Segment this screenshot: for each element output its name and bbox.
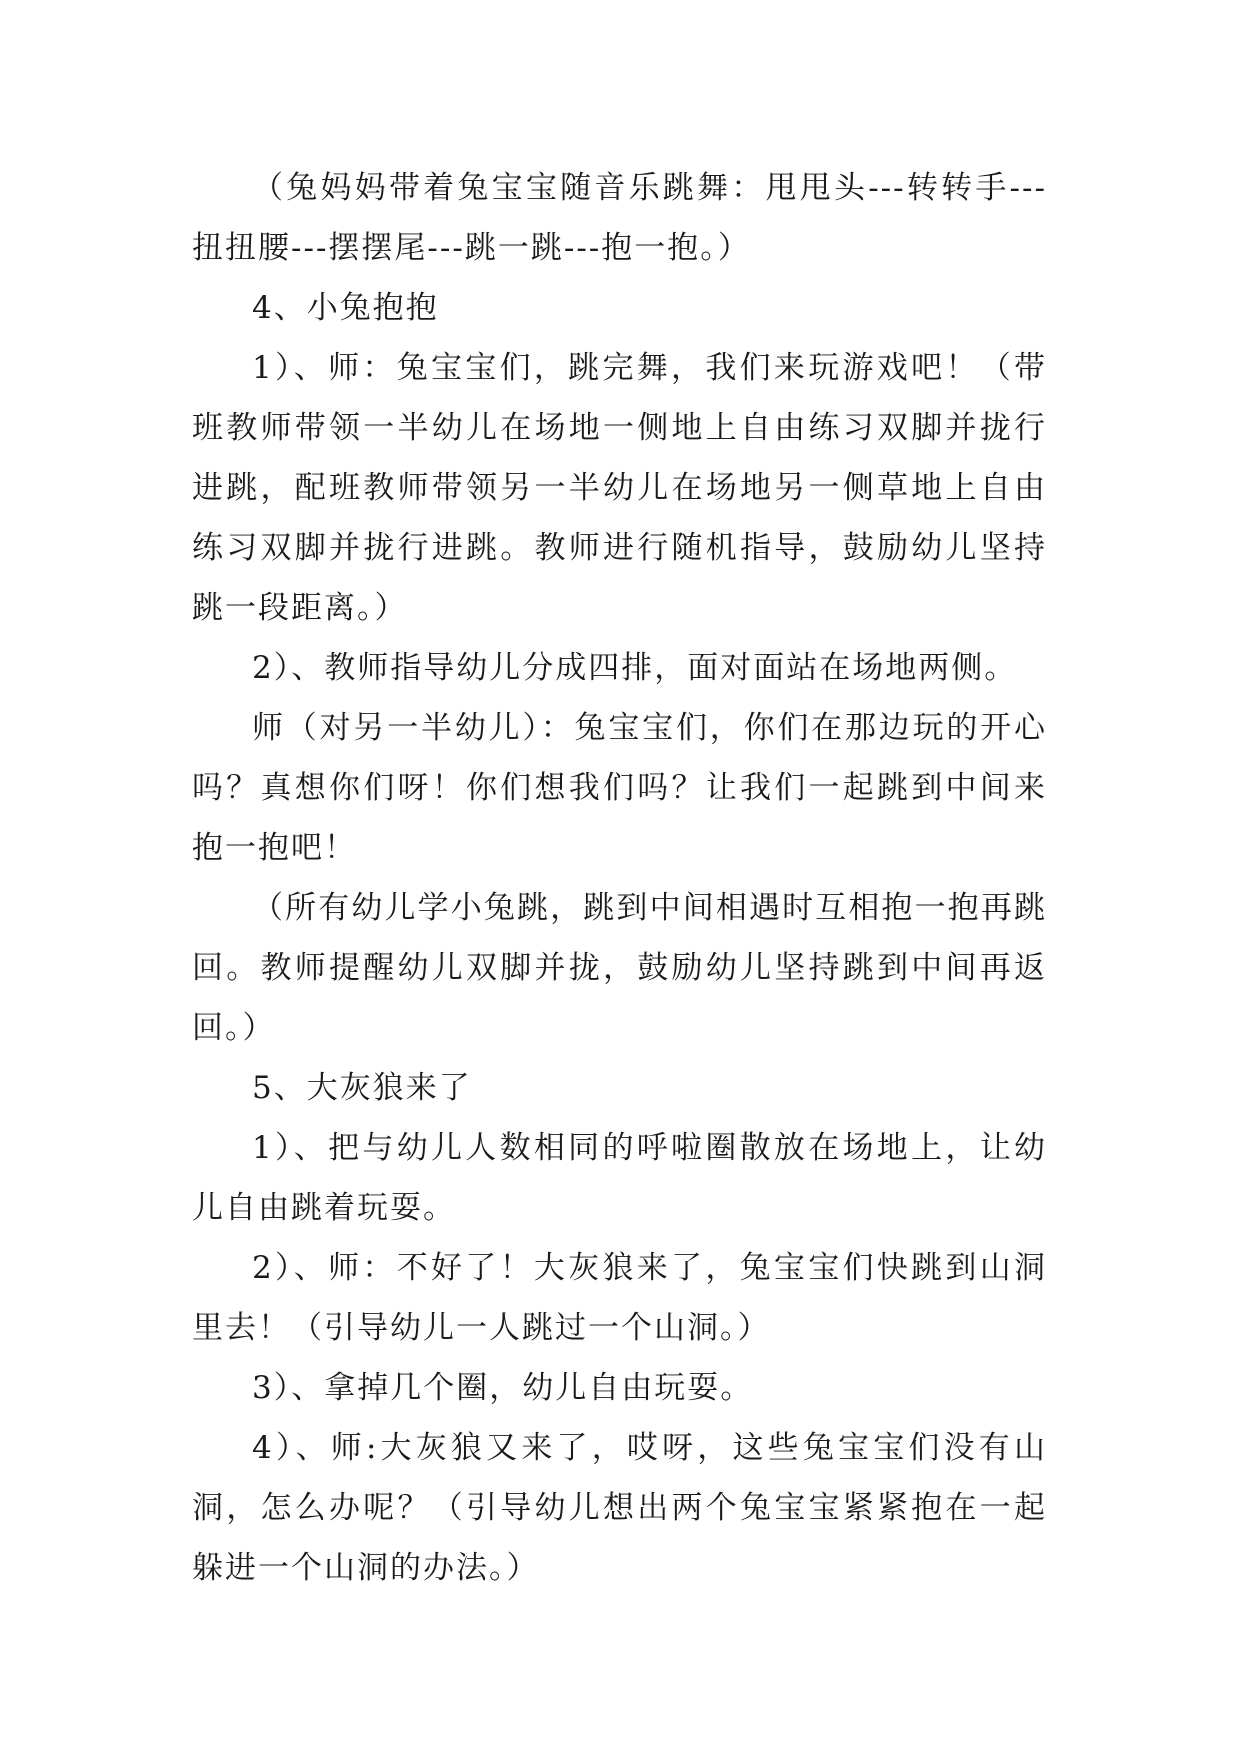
section-heading-bunny-hug: 4、小兔抱抱: [252, 290, 439, 326]
section-heading-big-wolf: 5、大灰狼来了: [252, 1070, 472, 1106]
paragraph-step-2-four-rows: 2）、教师指导幼儿分成四排，面对面站在场地两侧。: [252, 650, 1018, 686]
document-body: [192, 158, 1047, 1598]
paragraph-dance-description: （兔妈妈带着兔宝宝随音乐跳舞：甩甩头---转转手---扭扭腰---摆摆尾---跳一跳---抱一抱。）: [192, 170, 1047, 266]
paragraph-children-hug: （所有幼儿学小兔跳，跳到中间相遇时互相抱一抱再跳回。教师提醒幼儿双脚并拢，鼓励幼儿坚持跳到中间再返回。）: [192, 890, 1047, 1046]
paragraph-wolf-step-2-caves: 2）、师：不好了！大灰狼来了，兔宝宝们快跳到山洞里去！（引导幼儿一人跳过一个山洞。）: [192, 1250, 1047, 1346]
paragraph-wolf-step-3-remove-hoops: 3）、拿掉几个圈，幼儿自由玩耍。: [252, 1370, 754, 1406]
paragraph-step-1-practice-jump: 1）、师：兔宝宝们，跳完舞，我们来玩游戏吧！（带班教师带领一半幼儿在场地一侧地上自由练习双脚并拢行进跳，配班教师带领另一半幼儿在场地另一侧草地上自由练习双脚并拢行进跳。教师进行随机指导，鼓励幼儿坚持跳一段距离。）: [192, 350, 1047, 626]
paragraph-teacher-dialogue: 师（对另一半幼儿）：兔宝宝们，你们在那边玩的开心吗？真想你们呀！你们想我们吗？让我们一起跳到中间来抱一抱吧！: [192, 710, 1047, 866]
paragraph-wolf-step-4-share-cave: 4）、师:大灰狼又来了，哎呀，这些兔宝宝们没有山洞，怎么办呢？（引导幼儿想出两个兔宝宝紧紧抱在一起躲进一个山洞的办法。）: [192, 1430, 1047, 1586]
paragraph-wolf-step-1-hoops: 1）、把与幼儿人数相同的呼啦圈散放在场地上，让幼儿自由跳着玩耍。: [192, 1130, 1047, 1226]
